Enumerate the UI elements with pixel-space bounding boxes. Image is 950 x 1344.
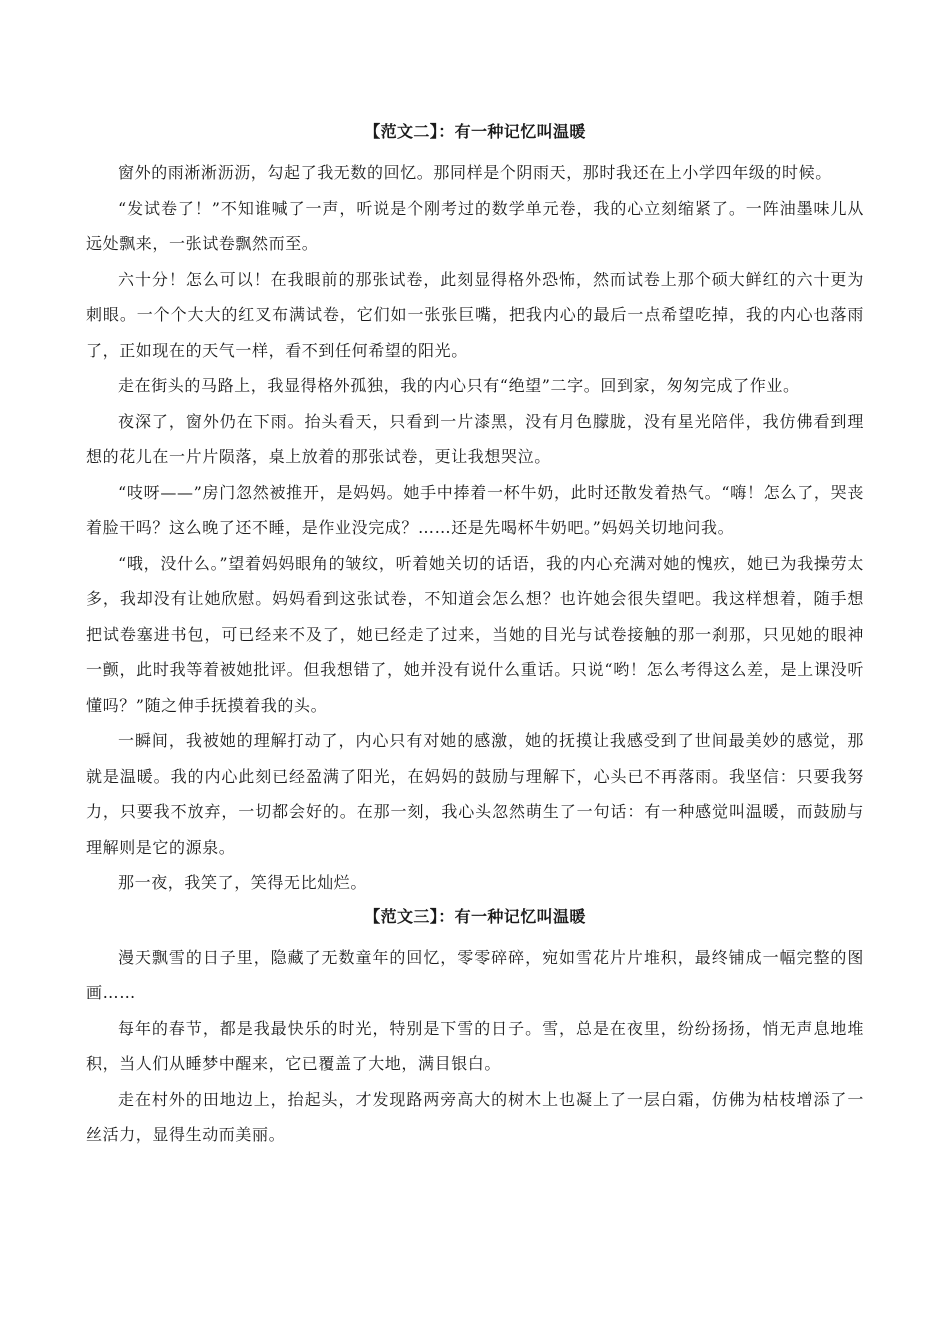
essay-2-paragraph: “发试卷了！”不知谁喊了一声，听说是个刚考过的数学单元卷，我的心立刻缩紧了。一阵油墨味儿从远处飘来，一张试卷飘然而至。 <box>86 198 864 253</box>
essay-3 <box>86 903 864 1153</box>
essay-2-paragraph: “吱呀——”房门忽然被推开，是妈妈。她手中捧着一杯牛奶，此时还散发着热气。“嗨！怎么了，哭丧着脸干吗？这么晚了还不睡，是作业没完成？……还是先喝杯牛奶吧。”妈妈关切地问我。 <box>86 482 864 537</box>
document-page <box>86 118 864 1153</box>
essay-2-paragraph: 走在街头的马路上，我显得格外孤独，我的内心只有“绝望”二字。回到家，匆匆完成了作业。 <box>118 376 800 395</box>
essay-2-paragraph: 夜深了，窗外仍在下雨。抬头看天，只看到一片漆黑，没有月色朦胧，没有星光陪伴，我仿佛看到理想的花儿在一片片陨落，桌上放着的那张试卷，更让我想哭泣。 <box>86 411 864 466</box>
essay-2 <box>86 118 864 901</box>
essay-2-paragraph: 那一夜，我笑了，笑得无比灿烂。 <box>118 873 368 892</box>
essay-2-title: 【范文二】：有一种记忆叫温暖 <box>364 122 586 141</box>
essay-3-title: 【范文三】：有一种记忆叫温暖 <box>364 906 586 926</box>
essay-3-paragraph: 走在村外的田地边上，抬起头，才发现路两旁高大的树木上也凝上了一层白霜，仿佛为枯枝增添了一丝活力，显得生动而美丽。 <box>86 1089 864 1144</box>
essay-2-paragraph: 六十分！怎么可以！在我眼前的那张试卷，此刻显得格外恐怖，然而试卷上那个硕大鲜红的六十更为刺眼。一个个大大的红叉布满试卷，它们如一张张巨嘴，把我内心的最后一点希望吃掉，我的内心也落雨了，正如现在的天气一样，看不到任何希望的阳光。 <box>86 269 864 360</box>
essay-2-paragraph: 一瞬间，我被她的理解打动了，内心只有对她的感激，她的抚摸让我感受到了世间最美妙的感觉，那就是温暖。我的内心此刻已经盈满了阳光，在妈妈的鼓励与理解下，心头已不再落雨。我坚信：只要我努力，只要我不放弃，一切都会好的。在那一刻，我心头忽然萌生了一句话：有一种感觉叫温暖，而鼓励与理解则是它的源泉。 <box>86 731 864 857</box>
essay-2-paragraph: “哦，没什么。”望着妈妈眼角的皱纹，听着她关切的话语，我的内心充满对她的愧疚，她已为我操劳太多，我却没有让她欣慰。妈妈看到这张试卷，不知道会怎么想？也许她会很失望吧。我这样想着，随手想把试卷塞进书包，可已经来不及了，她已经走了过来，当她的目光与试卷接触的那一刹那，只见她的眼神一颤，此时我等着被她批评。但我想错了，她并没有说什么重话。只说“哟！怎么考得这么差，是上课没听懂吗？”随之伸手抚摸着我的头。 <box>86 553 864 715</box>
essay-3-paragraph: 漫天飘雪的日子里，隐藏了无数童年的回忆，零零碎碎，宛如雪花片片堆积，最终铺成一幅完整的图画…… <box>86 947 864 1002</box>
essay-2-paragraph: 窗外的雨淅淅沥沥，勾起了我无数的回忆。那同样是个阴雨天，那时我还在上小学四年级的时候。 <box>118 163 832 182</box>
essay-3-paragraph: 每年的春节，都是我最快乐的时光，特别是下雪的日子。雪，总是在夜里，纷纷扬扬，悄无声息地堆积，当人们从睡梦中醒来，它已覆盖了大地，满目银白。 <box>86 1018 864 1073</box>
